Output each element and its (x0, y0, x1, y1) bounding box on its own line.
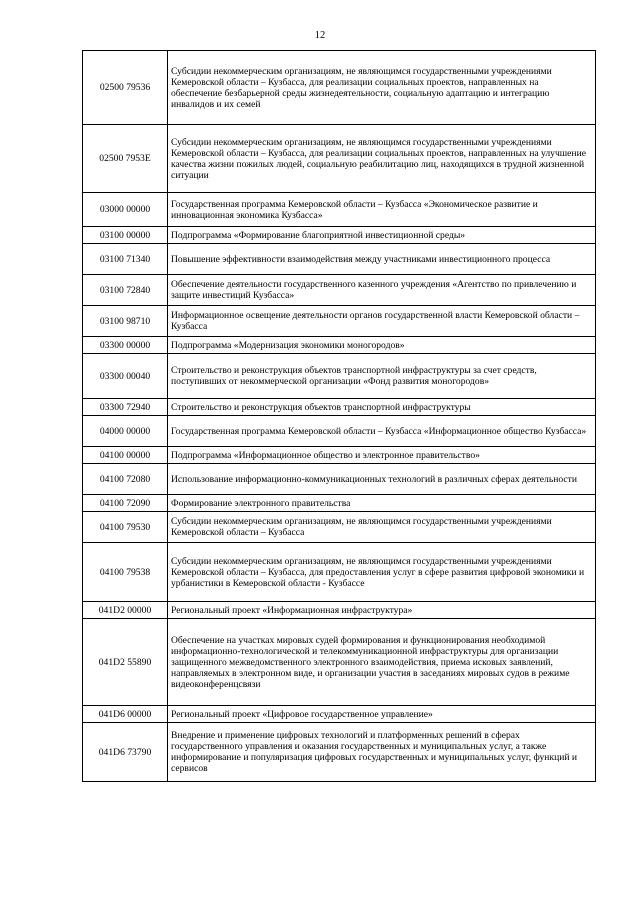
row-description: Строительство и реконструкция объектов транспортной инфраструктуры за счет средств, поступивших от некоммерческой организации «Фонд развития моногородов» (168, 354, 596, 399)
table-body (83, 51, 596, 782)
table-row (83, 244, 596, 275)
row-code: 04000 00000 (83, 416, 168, 447)
row-code: 04100 72090 (83, 495, 168, 512)
row-code: 03100 72840 (83, 275, 168, 306)
row-description: Обеспечение на участках мировых судей формирования и функционирования необходимой информационно-технологической и телекоммуникационной инфраструктуры для организации защищенного межведомственного электронного взаимодействия, приема исковых заявлений, направляемых в электронном виде, и организации участия в заседаниях мировых судов в режиме видеоконференцсвязи (168, 619, 596, 706)
row-code: 041D2 55890 (83, 619, 168, 706)
row-code: 03100 71340 (83, 244, 168, 275)
row-description: Субсидии некоммерческим организациям, не являющимся государственными учреждениями Кемеровской области – Кузбасса, для предоставления услуг в сфере развития цифровой экономики и урбанистики в Кемеровской области - Кузбассе (168, 543, 596, 602)
row-description: Подпрограмма «Формирование благоприятной инвестиционной среды» (168, 227, 596, 244)
row-code: 03300 00000 (83, 337, 168, 354)
table-row (83, 51, 596, 125)
table-row (83, 723, 596, 782)
row-code: 04100 72080 (83, 464, 168, 495)
table-row (83, 399, 596, 416)
row-code: 02500 79536 (83, 51, 168, 125)
row-description: Субсидии некоммерческим организациям, не являющимся государственными учреждениями Кемеровской области – Кузбасса (168, 512, 596, 543)
row-description: Подпрограмма «Информационное общество и электронное правительство» (168, 447, 596, 464)
table-row (83, 602, 596, 619)
page-number: 12 (314, 30, 326, 41)
table-row (83, 275, 596, 306)
row-description: Региональный проект «Цифровое государственное управление» (168, 706, 596, 723)
table-row (83, 706, 596, 723)
table-row (83, 193, 596, 227)
table-row (83, 337, 596, 354)
row-code: 04100 00000 (83, 447, 168, 464)
row-description: Обеспечение деятельности государственного казенного учреждения «Агентство по привлечению и защите инвестиций Кузбасса» (168, 275, 596, 306)
row-description: Региональный проект «Информационная инфраструктура» (168, 602, 596, 619)
row-code: 041D6 73790 (83, 723, 168, 782)
table-row (83, 619, 596, 706)
row-code: 03100 00000 (83, 227, 168, 244)
table-row (83, 125, 596, 193)
row-description: Формирование электронного правительства (168, 495, 596, 512)
row-code: 03100 98710 (83, 306, 168, 337)
table-row (83, 464, 596, 495)
row-description: Повышение эффективности взаимодействия между участниками инвестиционного процесса (168, 244, 596, 275)
row-description: Внедрение и применение цифровых технологий и платформенных решений в сферах государственного управления и оказания государственных и муниципальных услуг, а также информирование и популяризация цифровых государственных и муниципальных услуг, функций и сервисов (168, 723, 596, 782)
row-description: Государственная программа Кемеровской области – Кузбасса «Информационное общество Кузбасса» (168, 416, 596, 447)
table-row (83, 416, 596, 447)
row-code: 03300 72940 (83, 399, 168, 416)
table-row (83, 512, 596, 543)
table-row (83, 306, 596, 337)
row-description: Информационное освещение деятельности органов государственной власти Кемеровской области – Кузбасса (168, 306, 596, 337)
row-code: 03300 00040 (83, 354, 168, 399)
row-code: 03000 00000 (83, 193, 168, 227)
row-code: 041D6 00000 (83, 706, 168, 723)
budget-codes-table (82, 50, 596, 782)
table-row (83, 447, 596, 464)
row-code: 04100 79530 (83, 512, 168, 543)
table-row (83, 354, 596, 399)
row-description: Субсидии некоммерческим организациям, не являющимся государственными учреждениями Кемеровской области – Кузбасса, для реализации социальных проектов, направленных на улучшение качества жизни пожилых людей, социальную реабилитацию лиц, находящихся в трудной жизненной ситуации (168, 125, 596, 193)
row-description: Государственная программа Кемеровской области – Кузбасса «Экономическое развитие и инновационная экономика Кузбасса» (168, 193, 596, 227)
row-description: Подпрограмма «Модернизация экономики моногородов» (168, 337, 596, 354)
row-description: Использование информационно-коммуникационных технологий в различных сферах деятельности (168, 464, 596, 495)
table-row (83, 227, 596, 244)
row-description: Строительство и реконструкция объектов транспортной инфраструктуры (168, 399, 596, 416)
table-row (83, 495, 596, 512)
row-description: Субсидии некоммерческим организациям, не являющимся государственными учреждениями Кемеровской области – Кузбасса, для реализации социальных проектов, направленных на обеспечение безбарьерной среды жизнедеятельности, социальную адаптацию и интеграцию инвалидов и их семей (168, 51, 596, 125)
row-code: 04100 79538 (83, 543, 168, 602)
row-code: 041D2 00000 (83, 602, 168, 619)
table-row (83, 543, 596, 602)
row-code: 02500 7953Е (83, 125, 168, 193)
